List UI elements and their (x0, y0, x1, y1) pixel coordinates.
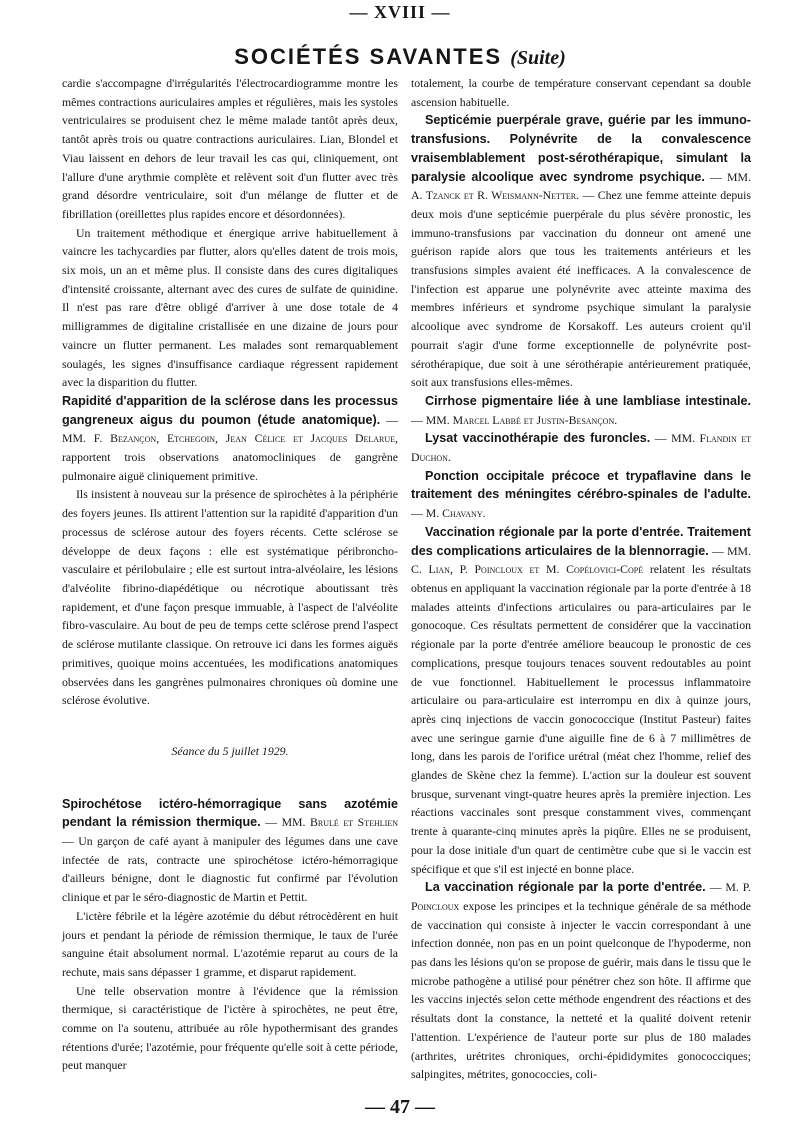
abstract-ponction: Ponction occipitale précoce et trypaflavine dans le traitement des méningites cérébro-spinales de l'adulte. — M. Chavany. (411, 468, 751, 521)
abstract-title: La vaccination régionale par la porte d'entrée. (425, 880, 706, 895)
paragraph-observation: Une telle observation montre à l'évidence que la rémission thermique, si caractéristique de l'ictère à spirochètes, ne peut être, comme on l'a soutenu, attribuée au rôle hypothermisant des grandes rétentions d'urée; l'azotémie, pour fréquente qu'elle soit à cette période, peut manquer (62, 983, 398, 1073)
abstract-spirochetose: Spirochétose ictéro-hémorragique sans azotémie pendant la rémission thermique. — MM. Brulé et Stehlien — Un garçon de café ayant à manipuler des légumes dans une cave infectée de rats, contracte une spirochétose ictéro-hémorragique d'ailleurs bénigne, dont le diagnostic fut confirmé par l'évolution clinique et par le séro-diagnostic de Martin et Pettit. (62, 796, 398, 905)
abstract-body: Chez une femme atteinte depuis deux mois d'une septicémie puerpérale du plus sévère pronostic, les immuno-transfusions par vaccination du donneur ont amené une guérison rapide alors que tous les traitements antérieurs et les transfusions simples avaient été inefficaces. A la convalescence de l'infection est apparue une polynévrite avec atteinte maxima des membres inférieurs et syndrome psychique simulant la paralysie alcoolique avec syndrome de Korsakoff. Les auteurs croient qu'il pourrait s'agir d'une forme exceptionnelle de polynévrite post-sérothérapique, due soit à une sérothérapie antérieurement pratiquée, soit aux transfusions elles-mêmes. (411, 188, 751, 390)
abstract-authors: M. Chavany. (425, 506, 486, 521)
running-title-suite: (Suite) (510, 47, 566, 69)
seance-date: Séance du 5 juillet 1929. (171, 743, 289, 758)
abstract-authors: MM. Flandin et Duchon. (411, 431, 751, 465)
abstract-title: Rapidité d'apparition de la sclérose dans les processus gangreneux aigus du poumon (étude anatomique). (62, 393, 398, 427)
abstract-title: Cirrhose pigmentaire liée à une lambliase intestinale. (425, 393, 751, 408)
left-column (62, 74, 398, 1075)
abstract-septicemie: Septicémie puerpérale grave, guérie par les immuno-transfusions. Polynévrite de la convalescence vraisemblablement post-sérothérapique, simulant la paralysie alcoolique avec syndrome psychique. — MM. A. Tzanck et R. Weismann-Netter. — Chez une femme atteinte depuis deux mois d'une septicémie puerpérale du plus sévère pronostic, les immuno-transfusions par vaccination du donneur ont amené une guérison rapide alors que tous les traitements antérieurs et les transfusions simples avaient été inefficaces. A la convalescence de l'infection est apparue une polynévrite avec atteinte maxima des membres inférieurs et syndrome psychique simulant la paralysie alcoolique avec syndrome de Korsakoff. Les auteurs croient qu'il pourrait s'agir d'une forme exceptionnelle de polynévrite post-sérothérapique, due soit à une sérothérapie antérieurement pratiquée, soit aux transfusions elles-mêmes. (411, 113, 751, 390)
abstract-vaccination-blennorragie: Vaccination régionale par la porte d'entrée. Traitement des complications articulaires de la blennorragie. — MM. C. Lian, P. Poincloux et M. Copélovici-Copé relatent les résultats obtenus en appliquant la vaccination régionale par la porte d'entrée à 18 malades atteints d'infections articulaires ou para-articulaires par le gonocoque. Ces résultats permettent de considérer que la vaccination régionale par la porte d'entrée améliore beaucoup le pronostic de ces complications, presque toujours tenaces souvent redoutables au point de vue fonctionnel. Habituellement le processus inflammatoire articulaire ou para-articulaire est interrompu en dix à quinze jours, après cinq injections de vaccin gonococcique (Institut Pasteur) faites avec une seringue garnie d'une aiguille fine de 6 à 7 millimètres de long, dans les parois de l'orifice urétral (méat chez l'homme, relief des glandes de Skène chez la femme). L'action sur la douleur est souvent brusque, survenant vingt-quatre heures après la première injection. Les réactions vaccinales sont presque constamment vives, commençant trente à quarante-cinq minutes après la piqûre. Elles ne se produisent, pour la dose initiale d'un quart de centimètre cube que si le vaccin est spécifique et que s'il est injecté en bonne place. (411, 524, 752, 876)
paragraph-flutter-treatment: Un traitement méthodique et énergique arrive habituellement à vaincre les tachycardies par flutter, alors qu'elles datent de trois mois, six mois, un an et même plus. Il consiste dans des cures digitaliques d'intensité croissante, alternant avec des cures de sulfate de quinidine. Il n'est pas rare d'être obligé d'arriver à une dose totale de 4 milligrammes de digitaline cristallisée en une dizaine de jours pour vaincre un flutter permanent. Les malades sont remarquablement soulagés, les signes d'insuffisance cardiaque régressent rapidement avec la disparition du flutter. (62, 225, 398, 390)
paragraph-flutter-continued: cardie s'accompagne d'irrégularités l'électrocardiogramme montre les mêmes contractions auriculaires amples et régulières, mais les systoles ventriculaires se produisent chez le même malade tantôt après deux, tantôt après trois ou quatre contractions auriculaires. Lian, Blondel et Viau laissent en dehors de leur travail les cas qui, cliniquement, ont l'allure d'une arythmie complète et relèvent soit d'un flutter avec très grand désordre ventriculaire, soit d'un mélange de flutter et de fibrillation (oreillettes plus rapides encore et désordonnées). (62, 76, 398, 221)
abstract-lysat: Lysat vaccinothérapie des furoncles. — MM. Flandin et Duchon. (411, 431, 751, 465)
abstract-authors: MM. Marcel Labbé et Justin-Besançon. (425, 412, 618, 427)
abstract-authors: MM. C. Lian, P. Poincloux et M. Copélovici-Copé (411, 543, 751, 577)
abstract-body: expose les principes et la technique générale de sa méthode de vaccination qui consiste à injecter le vaccin correspondant à une infection donnée, non pas en un point quelconque de l'hypoderme, non pas dans les lésions qu'on se propose de guérir, mais dans le tissu que le microbe pathogène a utilisé pour pénétrer chez son hôte. Il affirme que les vaccins injectés selon cette méthode engendrent des réactions et des résultats dont la constance, la netteté et la qualité doivent retenir l'attention. L'expérience de l'auteur porte sur plus de 180 malades (arthrites, urétrites chroniques, orchi-épididymites gonococciques; salpingites, métrites, gonococcies, coli- (411, 898, 752, 1082)
page-roman-number: — XVIII — (349, 2, 451, 22)
running-title (0, 44, 800, 70)
abstract-title: Vaccination régionale par la porte d'entrée. Traitement des complications articulaires de la blennorragie. (411, 524, 751, 558)
paragraph-temperature: totalement, la courbe de température conservant cependant sa double ascension habituelle. (411, 76, 751, 109)
right-column (411, 74, 751, 1084)
abstract-title: Spirochétose ictéro-hémorragique sans azotémie pendant la rémission thermique. (62, 796, 398, 830)
abstract-body: relatent les résultats obtenus en appliquant la vaccination régionale par la porte d'entrée à 18 malades atteints d'infections articulaires ou para-articulaires par le gonocoque. Ces résultats permettent de considérer que la vaccination régionale par la porte d'entrée améliore beaucoup le pronostic de ces complications, presque toujours tenaces souvent redoutables au point de vue fonctionnel. Habituellement le processus inflammatoire articulaire ou para-articulaire est interrompu en dix à quinze jours, après cinq injections de vaccin gonococcique (Institut Pasteur) faites avec une seringue garnie d'une aiguille fine de 6 à 7 millimètres de long, dans les parois de l'orifice urétral (méat chez l'homme, relief des glandes de Skène chez la femme). L'action sur la douleur est souvent brusque, survenant vingt-quatre heures après la première injection. Les réactions vaccinales sont presque constamment vives, commençant trente à quarante-cinq minutes après la piqûre. Elles ne se produisent, pour la dose initiale d'un quart de centimètre cube que si le vaccin est spécifique et que s'il est injecté en bonne place. (411, 562, 752, 876)
abstract-cirrhose: Cirrhose pigmentaire liée à une lambliase intestinale. — MM. Marcel Labbé et Justin-Besançon. (411, 393, 751, 427)
abstract-vaccination-regionale: La vaccination régionale par la porte d'entrée. — M. P. Poincloux expose les principes et la technique générale de sa méthode de vaccination qui consiste à injecter le vaccin correspondant à une infection donnée, non pas en un point quelconque de l'hypoderme, non pas dans les lésions qu'on se propose de guérir, mais dans le tissu que le microbe pathogène a utilisé pour pénétrer chez son hôte. Il affirme que les vaccins injectés selon cette méthode engendrent des réactions et des résultats dont la constance, la netteté et la qualité doivent retenir l'attention. L'expérience de l'auteur porte sur plus de 180 malades (arthrites, urétrites chroniques, orchi-épididymites gonococciques; salpingites, métrites, gonococcies, coli- (411, 880, 752, 1082)
abstract-body: Un garçon de café ayant à manipuler des légumes dans une cave infectée de rats, contracte une spirochétose ictéro-hémorragique d'ailleurs bénigne, dont le diagnostic fut confirmé par l'évolution clinique et par le séro-diagnostic de Martin et Pettit. (62, 834, 398, 905)
paragraph-spirochetes: Ils insistent à nouveau sur la présence de spirochètes à la périphérie des foyers jeunes. Ils attirent l'attention sur la rapidité d'apparition d'un processus de sclérose autour des foyers récents. Cette sclérose se développe de deux façons : elle est systématique péribroncho-vasculaire et périlobulaire ; elle est surtout intra-alvéolaire, les lésions d'alvéolite fibrino-diapédétique ou nécrotique aboutissant très rapidement, et d'une façon presque immuable, à l'aspect de l'alvéolite fibro-vasculaire. Au bout de peu de temps cette sclérose prend l'aspect de sclérose mutilante classique. On retrouve ici dans les formes aiguës primitives, quoique moins accentuées, les modifications anatomiques observées dans les gangrènes pulmonaires chroniques où domine une sclérose évolutive. (62, 487, 398, 708)
abstract-body: rapportent trois observations anatomocliniques de gangrène pulmonaire aiguë cliniquement primitive. (62, 450, 398, 483)
abstract-authors: MM. F. Bezançon, Etchegoin, Jean Célice et Jacques Delarue, (62, 431, 398, 446)
abstract-title: Ponction occipitale précoce et trypaflavine dans le traitement des méningites cérébro-spinales de l'adulte. (411, 468, 751, 502)
abstract-authors: MM. Brulé et Stehlien (281, 815, 398, 830)
abstract-authors: MM. A. Tzanck et R. Weismann-Netter. (411, 169, 751, 203)
abstract-title: Septicémie puerpérale grave, guérie par les immuno-transfusions. Polynévrite de la convalescence vraisemblablement post-sérothérapique, simulant la paralysie alcoolique avec syndrome psychique. (411, 113, 751, 184)
running-title-text: SOCIÉTÉS SAVANTES (234, 44, 503, 69)
abstract-sclerose: Rapidité d'apparition de la sclérose dans les processus gangreneux aigus du poumon (étude anatomique). — MM. F. Bezançon, Etchegoin, Jean Célice et Jacques Delarue, rapportent trois observations anatomocliniques de gangrène pulmonaire aiguë cliniquement primitive. (62, 393, 398, 483)
page-number: — 47 — (365, 1096, 435, 1118)
paragraph-ictere: L'ictère fébrile et la légère azotémie du début rétrocèdèrent en huit jours et pendant la période de rémission thermique, le taux de l'urée sanguine était absolument normal. L'azotémie reparut au cours de la rechute, mais sans dépasser 1 gramme, et disparut rapidement. (62, 908, 398, 979)
abstract-authors: M. P. Poincloux (411, 880, 751, 913)
abstract-title: Lysat vaccinothérapie des furoncles. (425, 431, 651, 446)
